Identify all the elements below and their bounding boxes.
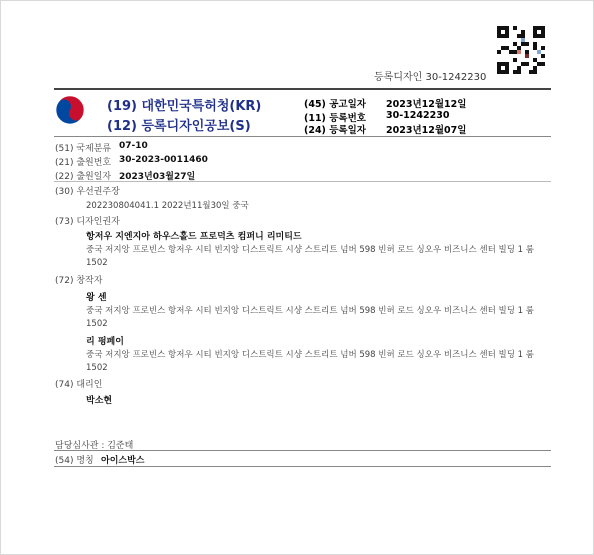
registration-number-label: 등록디자인 30-1242230 xyxy=(374,72,487,83)
publication-type-title: (12) 등록디자인공보(S) xyxy=(107,119,251,134)
application-date-value: 2023년03월27일 xyxy=(119,172,196,182)
fields-divider xyxy=(54,181,551,182)
examiner-label: 담당심사관 : 김준태 xyxy=(55,441,134,451)
header-bottom-rule xyxy=(54,136,551,137)
creator-name: 왕 센 xyxy=(86,293,107,303)
agent-label: (74) 대리인 xyxy=(55,380,103,390)
priority-label: (30) 우선권주장 xyxy=(55,187,120,197)
holder-address: 중국 저지앙 프로빈스 항저우 시티 빈지앙 디스트릭트 시샹 스트리트 넘버 598 빈허 로드 싱오우 비즈니스 센터 빌딩 1 룸 1502 xyxy=(86,245,534,268)
holder-label: (73) 디자인권자 xyxy=(55,217,120,227)
class-value: 07-10 xyxy=(119,141,148,151)
registration-no-label: (11) 등록번호 xyxy=(304,113,366,124)
registration-no-value: 30-1242230 xyxy=(386,110,450,121)
design-title-label: (54) 명칭 xyxy=(55,456,94,466)
office-title: (19) 대한민국특허청(KR) xyxy=(107,99,262,114)
pub-date-value: 2023년12월12일 xyxy=(386,99,467,110)
title-top-rule xyxy=(54,450,551,451)
creator-address: 중국 저지앙 프로빈스 항저우 시티 빈지앙 디스트릭트 시샹 스트리트 넘버 598 빈허 로드 싱오우 비즈니스 센터 빌딩 1 룸 1502 xyxy=(86,350,534,373)
holder-name: 항저우 지엔지아 하우스홀드 프로덕츠 컴퍼니 리미티드 xyxy=(86,232,302,242)
application-no-label: (21) 출원번호 xyxy=(55,158,112,168)
creator-name: 리 펑페이 xyxy=(86,337,124,347)
agent-name: 박소현 xyxy=(86,396,113,406)
application-date-label: (22) 출원일자 xyxy=(55,172,112,182)
class-label: (51) 국제분류 xyxy=(55,144,112,154)
pub-date-label: (45) 공고일자 xyxy=(304,99,366,110)
priority-value: 202230804041.1 2022년11월30일 중국 xyxy=(86,201,249,211)
title-bottom-rule xyxy=(54,466,551,467)
kipo-emblem-icon xyxy=(55,95,85,125)
registration-date-value: 2023년12월07일 xyxy=(386,125,467,136)
design-title-value: 아이스박스 xyxy=(101,456,145,466)
creator-address: 중국 저지앙 프로빈스 항저우 시티 빈지앙 디스트릭트 시샹 스트리트 넘버 598 빈허 로드 싱오우 비즈니스 센터 빌딩 1 룸 1502 xyxy=(86,306,534,329)
creator-label: (72) 창작자 xyxy=(55,276,103,286)
header-top-rule xyxy=(54,88,551,90)
application-no-value: 30-2023-0011460 xyxy=(119,155,208,165)
registration-date-label: (24) 등록일자 xyxy=(304,125,366,136)
qr-code-icon xyxy=(497,26,545,74)
